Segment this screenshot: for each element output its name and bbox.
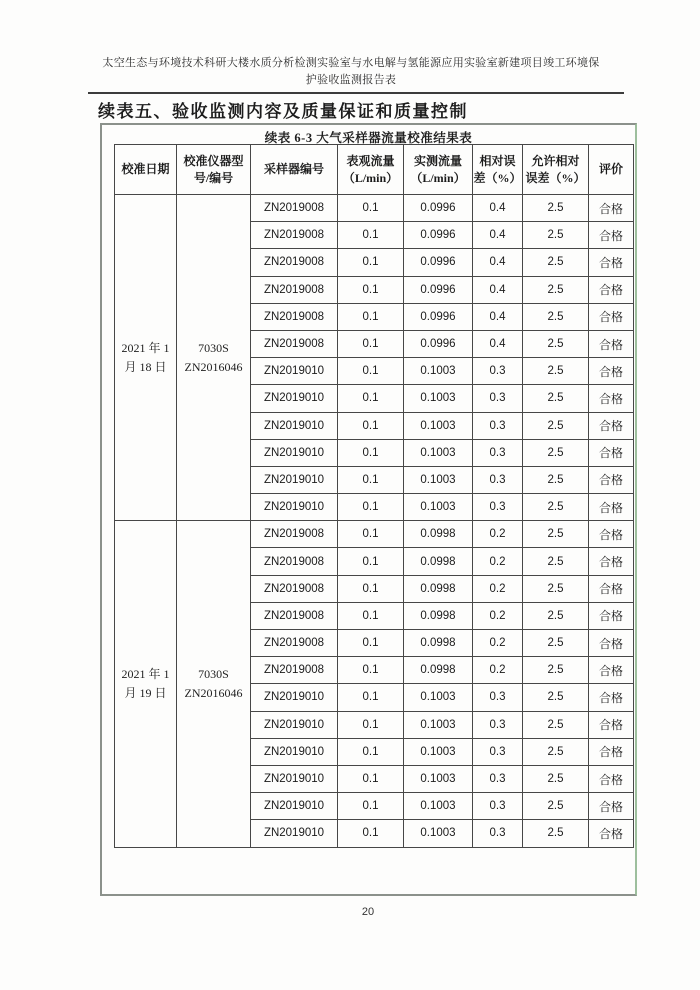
cell-evaluation: 合格: [589, 385, 634, 412]
cell-evaluation: 合格: [589, 575, 634, 602]
cell-apparent-flow: 0.1: [338, 765, 404, 792]
document-header: 太空生态与环境技术科研大楼水质分析检测实验室与水电解与氢能源应用实验室新建项目竣工环境保 护验收监测报告表: [102, 57, 600, 86]
cell-measured-flow: 0.0998: [404, 602, 473, 629]
cell-sampler-id: ZN2019010: [251, 358, 338, 385]
column-header-instrument: 校准仪器型 号/编号: [177, 145, 251, 195]
cell-evaluation: 合格: [589, 657, 634, 684]
cell-measured-flow: 0.1003: [404, 684, 473, 711]
cell-evaluation: 合格: [589, 684, 634, 711]
cell-sampler-id: ZN2019010: [251, 765, 338, 792]
cell-apparent-flow: 0.1: [338, 711, 404, 738]
cell-allowed-relative-error: 2.5: [523, 575, 589, 602]
cell-sampler-id: ZN2019008: [251, 657, 338, 684]
cell-apparent-flow: 0.1: [338, 358, 404, 385]
cell-calibration-date: 2021 年 1 月 18 日: [115, 195, 177, 521]
cell-measured-flow: 0.0996: [404, 303, 473, 330]
cell-measured-flow: 0.0996: [404, 249, 473, 276]
cell-allowed-relative-error: 2.5: [523, 494, 589, 521]
cell-sampler-id: ZN2019010: [251, 684, 338, 711]
cell-allowed-relative-error: 2.5: [523, 412, 589, 439]
cell-calibration-date: 2021 年 1 月 19 日: [115, 521, 177, 847]
cell-evaluation: 合格: [589, 330, 634, 357]
cell-sampler-id: ZN2019008: [251, 548, 338, 575]
cell-evaluation: 合格: [589, 820, 634, 847]
cell-apparent-flow: 0.1: [338, 521, 404, 548]
table-title: 续表 6-3 大气采样器流量校准结果表: [264, 131, 473, 145]
cell-evaluation: 合格: [589, 602, 634, 629]
cell-allowed-relative-error: 2.5: [523, 548, 589, 575]
cell-evaluation: 合格: [589, 548, 634, 575]
table-row: [115, 195, 634, 222]
cell-relative-error: 0.3: [473, 466, 523, 493]
cell-sampler-id: ZN2019008: [251, 303, 338, 330]
cell-allowed-relative-error: 2.5: [523, 195, 589, 222]
cell-evaluation: 合格: [589, 195, 634, 222]
cell-allowed-relative-error: 2.5: [523, 630, 589, 657]
cell-relative-error: 0.3: [473, 385, 523, 412]
cell-allowed-relative-error: 2.5: [523, 439, 589, 466]
cell-evaluation: 合格: [589, 765, 634, 792]
cell-measured-flow: 0.1003: [404, 385, 473, 412]
cell-apparent-flow: 0.1: [338, 738, 404, 765]
cell-sampler-id: ZN2019008: [251, 330, 338, 357]
cell-evaluation: 合格: [589, 303, 634, 330]
cell-apparent-flow: 0.1: [338, 412, 404, 439]
cell-apparent-flow: 0.1: [338, 820, 404, 847]
table-header-row: [115, 145, 634, 195]
cell-sampler-id: ZN2019008: [251, 602, 338, 629]
cell-evaluation: 合格: [589, 711, 634, 738]
column-header-apparent-flow: 表观流量 （L/min）: [338, 145, 404, 195]
cell-measured-flow: 0.0996: [404, 222, 473, 249]
cell-relative-error: 0.3: [473, 711, 523, 738]
cell-apparent-flow: 0.1: [338, 494, 404, 521]
cell-allowed-relative-error: 2.5: [523, 466, 589, 493]
cell-apparent-flow: 0.1: [338, 466, 404, 493]
calibration-table-body: [115, 195, 634, 848]
cell-measured-flow: 0.0996: [404, 330, 473, 357]
cell-sampler-id: ZN2019008: [251, 575, 338, 602]
table-container: [100, 123, 637, 896]
cell-sampler-id: ZN2019008: [251, 222, 338, 249]
cell-relative-error: 0.3: [473, 820, 523, 847]
cell-measured-flow: 0.1003: [404, 738, 473, 765]
cell-apparent-flow: 0.1: [338, 657, 404, 684]
cell-apparent-flow: 0.1: [338, 439, 404, 466]
cell-allowed-relative-error: 2.5: [523, 602, 589, 629]
cell-allowed-relative-error: 2.5: [523, 358, 589, 385]
cell-measured-flow: 0.1003: [404, 820, 473, 847]
section-title: 续表五、验收监测内容及质量保证和质量控制: [98, 102, 468, 121]
cell-measured-flow: 0.1003: [404, 439, 473, 466]
cell-relative-error: 0.3: [473, 684, 523, 711]
cell-evaluation: 合格: [589, 222, 634, 249]
cell-measured-flow: 0.1003: [404, 412, 473, 439]
cell-measured-flow: 0.1003: [404, 494, 473, 521]
cell-sampler-id: ZN2019010: [251, 793, 338, 820]
cell-sampler-id: ZN2019008: [251, 630, 338, 657]
cell-apparent-flow: 0.1: [338, 575, 404, 602]
cell-allowed-relative-error: 2.5: [523, 521, 589, 548]
cell-evaluation: 合格: [589, 494, 634, 521]
cell-allowed-relative-error: 2.5: [523, 793, 589, 820]
cell-apparent-flow: 0.1: [338, 793, 404, 820]
cell-evaluation: 合格: [589, 276, 634, 303]
cell-allowed-relative-error: 2.5: [523, 711, 589, 738]
cell-apparent-flow: 0.1: [338, 602, 404, 629]
cell-evaluation: 合格: [589, 738, 634, 765]
cell-allowed-relative-error: 2.5: [523, 330, 589, 357]
page-number: 20: [361, 906, 375, 918]
cell-measured-flow: 0.1003: [404, 466, 473, 493]
column-header-measured-flow: 实测流量 （L/min）: [404, 145, 473, 195]
cell-apparent-flow: 0.1: [338, 385, 404, 412]
cell-measured-flow: 0.0998: [404, 548, 473, 575]
cell-sampler-id: ZN2019010: [251, 711, 338, 738]
cell-relative-error: 0.4: [473, 330, 523, 357]
cell-apparent-flow: 0.1: [338, 684, 404, 711]
cell-evaluation: 合格: [589, 521, 634, 548]
cell-measured-flow: 0.1003: [404, 358, 473, 385]
cell-relative-error: 0.4: [473, 222, 523, 249]
cell-relative-error: 0.3: [473, 738, 523, 765]
cell-relative-error: 0.3: [473, 793, 523, 820]
cell-measured-flow: 0.0998: [404, 521, 473, 548]
cell-apparent-flow: 0.1: [338, 548, 404, 575]
cell-sampler-id: ZN2019008: [251, 195, 338, 222]
cell-evaluation: 合格: [589, 630, 634, 657]
cell-relative-error: 0.2: [473, 548, 523, 575]
cell-relative-error: 0.3: [473, 412, 523, 439]
cell-allowed-relative-error: 2.5: [523, 684, 589, 711]
cell-sampler-id: ZN2019010: [251, 385, 338, 412]
cell-allowed-relative-error: 2.5: [523, 820, 589, 847]
cell-measured-flow: 0.0998: [404, 630, 473, 657]
cell-sampler-id: ZN2019010: [251, 466, 338, 493]
cell-relative-error: 0.2: [473, 521, 523, 548]
cell-apparent-flow: 0.1: [338, 222, 404, 249]
cell-relative-error: 0.3: [473, 439, 523, 466]
cell-relative-error: 0.3: [473, 494, 523, 521]
column-header-evaluation: 评价: [589, 145, 634, 195]
calibration-table: [114, 144, 634, 848]
cell-apparent-flow: 0.1: [338, 276, 404, 303]
cell-relative-error: 0.2: [473, 630, 523, 657]
cell-measured-flow: 0.1003: [404, 793, 473, 820]
cell-sampler-id: ZN2019008: [251, 249, 338, 276]
cell-measured-flow: 0.0998: [404, 575, 473, 602]
cell-relative-error: 0.3: [473, 765, 523, 792]
cell-evaluation: 合格: [589, 439, 634, 466]
table-row: [115, 521, 634, 548]
cell-allowed-relative-error: 2.5: [523, 303, 589, 330]
cell-apparent-flow: 0.1: [338, 249, 404, 276]
cell-evaluation: 合格: [589, 249, 634, 276]
cell-apparent-flow: 0.1: [338, 303, 404, 330]
cell-evaluation: 合格: [589, 466, 634, 493]
cell-sampler-id: ZN2019010: [251, 412, 338, 439]
cell-allowed-relative-error: 2.5: [523, 765, 589, 792]
cell-measured-flow: 0.0996: [404, 195, 473, 222]
cell-sampler-id: ZN2019010: [251, 820, 338, 847]
cell-sampler-id: ZN2019010: [251, 738, 338, 765]
cell-allowed-relative-error: 2.5: [523, 249, 589, 276]
cell-instrument-model: 7030S ZN2016046: [177, 521, 251, 847]
cell-measured-flow: 0.0998: [404, 657, 473, 684]
cell-evaluation: 合格: [589, 412, 634, 439]
column-header-allowed-relative-error: 允许相对 误差（%）: [523, 145, 589, 195]
cell-allowed-relative-error: 2.5: [523, 276, 589, 303]
cell-sampler-id: ZN2019008: [251, 276, 338, 303]
cell-allowed-relative-error: 2.5: [523, 738, 589, 765]
column-header-sampler-id: 采样器编号: [251, 145, 338, 195]
cell-relative-error: 0.2: [473, 657, 523, 684]
cell-allowed-relative-error: 2.5: [523, 222, 589, 249]
cell-measured-flow: 0.0996: [404, 276, 473, 303]
cell-allowed-relative-error: 2.5: [523, 657, 589, 684]
cell-relative-error: 0.3: [473, 358, 523, 385]
cell-apparent-flow: 0.1: [338, 195, 404, 222]
column-header-relative-error: 相对误 差（%）: [473, 145, 523, 195]
cell-evaluation: 合格: [589, 358, 634, 385]
cell-relative-error: 0.2: [473, 602, 523, 629]
cell-apparent-flow: 0.1: [338, 630, 404, 657]
column-header-date: 校准日期: [115, 145, 177, 195]
cell-relative-error: 0.4: [473, 195, 523, 222]
cell-relative-error: 0.4: [473, 249, 523, 276]
cell-instrument-model: 7030S ZN2016046: [177, 195, 251, 521]
cell-relative-error: 0.4: [473, 303, 523, 330]
cell-apparent-flow: 0.1: [338, 330, 404, 357]
cell-measured-flow: 0.1003: [404, 765, 473, 792]
cell-evaluation: 合格: [589, 793, 634, 820]
cell-sampler-id: ZN2019010: [251, 439, 338, 466]
cell-sampler-id: ZN2019008: [251, 521, 338, 548]
cell-relative-error: 0.2: [473, 575, 523, 602]
cell-relative-error: 0.4: [473, 276, 523, 303]
header-divider: [88, 92, 624, 94]
cell-sampler-id: ZN2019010: [251, 494, 338, 521]
cell-measured-flow: 0.1003: [404, 711, 473, 738]
cell-allowed-relative-error: 2.5: [523, 385, 589, 412]
